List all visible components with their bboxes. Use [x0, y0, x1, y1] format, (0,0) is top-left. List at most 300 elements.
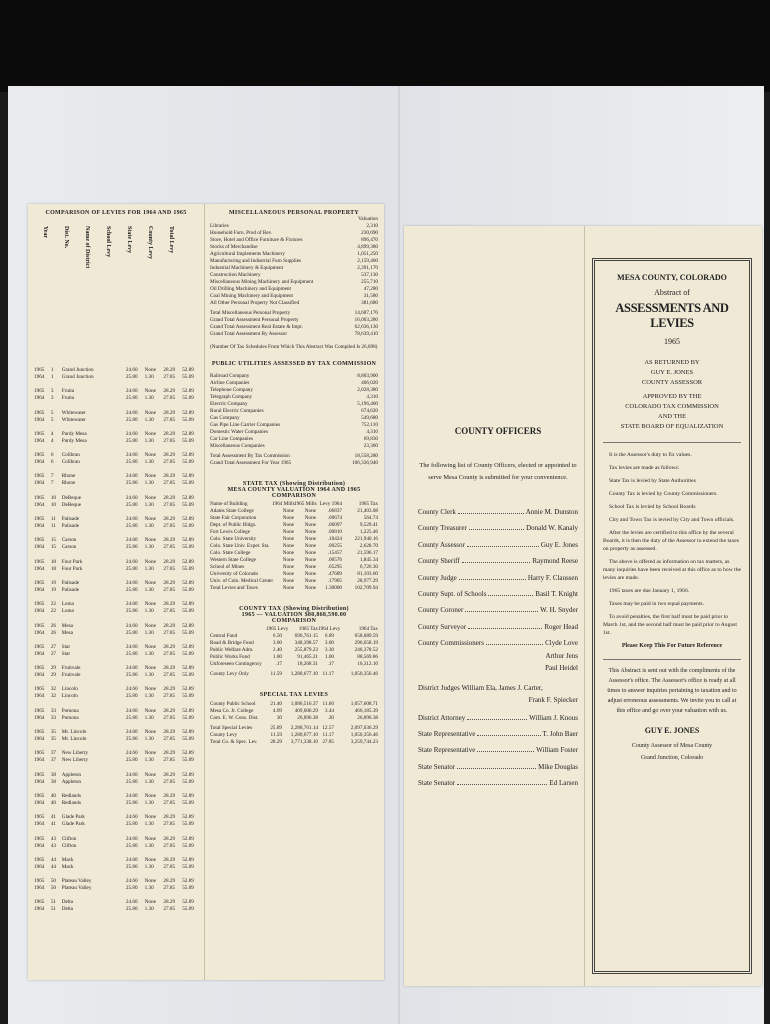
- county-tax-head-cell: [210, 626, 266, 633]
- cover-paragraph: County Tax is levied by County Commissioners.: [609, 491, 718, 497]
- state-tax-row-cell: .17905: [327, 578, 342, 584]
- special-total-row-cell: 11.17: [322, 732, 334, 738]
- utility-item-label: Car Line Companies: [210, 436, 253, 442]
- misc-item: [210, 230, 378, 237]
- comparison-cell: 55.09: [182, 459, 194, 466]
- comparison-cell: 25.80: [125, 736, 138, 743]
- county-tax-head: [210, 626, 378, 633]
- comparison-row: [34, 516, 198, 523]
- comparison-cell: 52.89: [182, 729, 194, 736]
- sign-title: County Assessor of Mesa County: [631, 743, 713, 749]
- comparison-cell: 27.85: [163, 544, 176, 551]
- comparison-cell: 52.89: [182, 430, 194, 437]
- state-tax-row-cell: State Fair Corporation: [210, 515, 257, 521]
- comparison-cell: 55.09: [182, 480, 194, 487]
- comparison-row: [34, 473, 198, 480]
- comparison-cell: 1: [50, 367, 54, 373]
- cover-paragraph: The above is offered as information on tax matters, as many inquiries have been received at this office as to how the levies are made.: [603, 559, 741, 581]
- judges-label: District Judges: [418, 683, 460, 692]
- keep-note: Please Keep This For Future Reference: [621, 643, 723, 649]
- officer-name: Donald W. Kanaly: [526, 524, 578, 533]
- comparison-cell: Loma: [61, 601, 74, 608]
- state-tax-row-cell: .06097: [327, 522, 342, 528]
- state-tax-items: [210, 508, 378, 585]
- comparison-row: [34, 623, 198, 630]
- utility-total-value: 18,558,280: [354, 453, 378, 459]
- comparison-cell: 28.29: [163, 878, 176, 885]
- comparison-cell: 27.85: [163, 395, 176, 402]
- comparison-row: [34, 814, 198, 821]
- officer-row: [418, 606, 578, 614]
- head-state: State Levy: [126, 226, 132, 254]
- comparison-cell: 6: [50, 459, 54, 466]
- officer-name: Harry F. Claussen: [527, 573, 578, 582]
- comparison-cell: 37: [50, 750, 56, 757]
- state-tax-total-row-cell: None: [304, 585, 316, 591]
- comparison-cell: 52.89: [182, 537, 194, 544]
- comparison-cell: Appleton: [61, 771, 82, 778]
- comparison-cell: 52.89: [182, 622, 194, 629]
- officer-title: County Surveyor: [418, 622, 467, 631]
- comparison-cell: Delta: [61, 906, 73, 913]
- state-tax-row: [210, 557, 378, 564]
- county-tax-row-cell: .17: [275, 661, 282, 667]
- comparison-cell: 51: [50, 899, 56, 906]
- county-tax-row-cell: 16,312.10: [357, 661, 378, 667]
- county-tax-row-cell: 3.00: [324, 640, 334, 646]
- comparison-cell: 25.80: [125, 757, 138, 764]
- comparison-cell: 25.80: [125, 416, 138, 423]
- cover-paragraph: School Tax is levied by School Boards: [609, 504, 696, 510]
- misc-item: [210, 223, 378, 230]
- comparison-cell: None: [144, 430, 156, 437]
- head-year: Year: [42, 226, 48, 238]
- officer-name: W. H. Snyder: [540, 606, 578, 615]
- comparison-cell: 27.85: [163, 586, 176, 593]
- special-levy-row: [210, 708, 378, 715]
- comparison-cell: None: [144, 771, 156, 778]
- comparison-cell: 28.29: [163, 792, 176, 799]
- comparison-cell: New Liberty: [61, 757, 89, 764]
- comparison-cell: 28.29: [163, 516, 176, 523]
- misc-item: [210, 300, 378, 307]
- state-tax-row-cell: .05295: [327, 564, 342, 570]
- county-tax-row-cell: 348,398.57: [294, 640, 318, 646]
- comparison-cell: Fruita: [61, 395, 75, 402]
- comparison-cell: 24.60: [125, 622, 138, 629]
- state-tax-row: [210, 522, 378, 529]
- comparison-cell: Fruita: [61, 388, 75, 395]
- comparison-cell: 52.89: [182, 814, 194, 821]
- misc-total: [210, 317, 378, 324]
- comparison-cell: 27.85: [163, 885, 176, 892]
- comparison-cell: 1964: [34, 523, 45, 530]
- comparison-cell: 55.09: [182, 863, 194, 870]
- comparison-cell: 55.09: [182, 714, 194, 721]
- comparison-row: [34, 800, 198, 807]
- comparison-cell: None: [144, 537, 156, 544]
- comparison-cell: 1964: [34, 437, 45, 444]
- comparison-cell: 1965: [34, 473, 45, 480]
- county-tax-title: COUNTY TAX (Showing Distribution): [239, 606, 349, 612]
- state-tax-row-cell: .15457: [327, 550, 342, 556]
- misc-item-value: 255,710: [361, 279, 378, 285]
- sign-place: Grand Junction, Colorado: [640, 755, 704, 761]
- comparison-cell: 24.60: [125, 516, 138, 523]
- head-name: Name of District: [84, 226, 90, 269]
- comparison-cell: None: [144, 665, 156, 672]
- comparison-cell: 52.89: [182, 494, 194, 501]
- comparison-cell: None: [144, 409, 156, 416]
- comparison-cell: 1.30: [144, 586, 154, 593]
- comparison-cell: 1.30: [144, 459, 154, 466]
- comparison-cell: 27: [50, 650, 56, 657]
- officer-name: Mike Douglas: [538, 762, 578, 771]
- comparison-cell: 1965: [34, 878, 45, 885]
- leader-dots: [457, 763, 536, 769]
- comparison-row: [34, 608, 198, 615]
- state-tax-total-row-cell: 1.30000: [325, 585, 342, 591]
- special-total-row: [210, 725, 378, 732]
- misc-total-value: 16,003,280: [354, 317, 378, 323]
- comparison-cell: 1964: [34, 693, 45, 700]
- comparison-cell: 24.60: [125, 388, 138, 395]
- misc-item: [210, 258, 378, 265]
- comparison-cell: 24.60: [125, 367, 138, 373]
- officer-row: [418, 639, 578, 647]
- comparison-cell: 1964: [34, 757, 45, 764]
- comparison-row: [34, 431, 198, 438]
- comparison-cell: 6: [50, 452, 54, 459]
- misc-item-label: Coal Mining Machinery and Equipment: [210, 293, 293, 299]
- comparison-cell: 55.09: [182, 374, 194, 380]
- sign-name: GUY E. JONES: [644, 726, 700, 735]
- officer-row: [418, 524, 578, 532]
- misc-item-label: Household Furn. Prod of Rev.: [210, 230, 273, 236]
- leader-dots: [467, 541, 539, 547]
- comparison-cell: Grand Junction: [61, 374, 94, 380]
- officer-title: State Senator: [418, 779, 456, 788]
- state-tax-row-cell: None: [304, 578, 316, 584]
- comparison-row: [34, 651, 198, 658]
- utility-item-value: 5,196,460: [357, 401, 378, 407]
- comparison-cell: 28.29: [163, 430, 176, 437]
- comparison-cell: 27.85: [163, 501, 176, 508]
- comparison-cell: Whitewater: [61, 409, 86, 416]
- cover-year: 1965: [664, 337, 680, 346]
- comparison-cell: 40: [50, 792, 56, 799]
- state-tax-row-cell: None: [304, 550, 316, 556]
- comparison-cell: Star: [61, 643, 71, 650]
- comparison-cell: 25.80: [125, 778, 138, 785]
- misc-total-label: Grand Total Assessment Personal Property: [210, 317, 299, 323]
- comparison-cell: Plateau Valley: [61, 885, 92, 892]
- comparison-cell: 52.89: [182, 856, 194, 863]
- comparison-cell: 27.85: [163, 459, 176, 466]
- comparison-cell: 5: [50, 416, 54, 423]
- comparison-cell: 44: [50, 856, 56, 863]
- judges-names: William Ela, James J. Carter,: [461, 683, 543, 692]
- misc-items: [210, 223, 378, 307]
- county-tax-row-cell: 1.00: [324, 654, 334, 660]
- comparison-cell: 1964: [34, 821, 45, 828]
- county-tax-row: [210, 661, 378, 668]
- comparison-row: [34, 601, 198, 608]
- comparison-row: [34, 693, 198, 700]
- misc-item-value: 2,159,460: [357, 258, 378, 264]
- comparison-cell: Glade Park: [61, 821, 85, 828]
- comparison-cell: 32: [50, 686, 56, 693]
- comparison-row: [34, 843, 198, 850]
- state-tax-row-cell: .10424: [327, 536, 342, 542]
- comparison-cell: None: [144, 729, 156, 736]
- special-levy-row-cell: 26,896.38: [357, 715, 378, 721]
- utility-total-value: 106,336,940: [352, 460, 378, 466]
- comparison-cell: Fruitvale: [61, 665, 81, 672]
- comparison-cell: 28.29: [163, 835, 176, 842]
- special-total-row-cell: 3,259,744.23: [350, 739, 378, 745]
- officer-title: State Representative: [418, 746, 476, 755]
- state-tax-row-cell: None: [282, 515, 294, 521]
- county-tax-total-row: [210, 671, 378, 678]
- utility-item-label: Railroad Company: [210, 373, 250, 379]
- comparison-cell: 1965: [34, 899, 45, 906]
- comparison-row: [34, 587, 198, 594]
- comparison-cell: 55.09: [182, 395, 194, 402]
- comparison-cell: 25.80: [125, 650, 138, 657]
- officer-title: County Supt. of Schools: [418, 589, 487, 598]
- leader-dots: [477, 746, 534, 752]
- misc-item-value: 47,280: [363, 286, 378, 292]
- comparison-cell: 28.29: [163, 643, 176, 650]
- utility-item: [210, 422, 378, 429]
- state-tax-row: [210, 508, 378, 515]
- comparison-cell: 1964: [34, 459, 45, 466]
- misc-item: [210, 244, 378, 251]
- comparison-cell: Clifton: [61, 842, 77, 849]
- comparison-cell: 28.29: [163, 579, 176, 586]
- special-levy-row-cell: .30: [327, 715, 334, 721]
- utilities-totals: [210, 453, 378, 467]
- comparison-cell: New Liberty: [61, 750, 89, 757]
- comparison-cell: 1.30: [144, 608, 154, 615]
- comparison-row: [34, 438, 198, 445]
- comparison-cell: 27.85: [163, 714, 176, 721]
- comparison-cell: 52.89: [182, 516, 194, 523]
- comparison-cell: 19: [50, 579, 56, 586]
- left-sheet: [28, 204, 384, 980]
- cover-abstract-of: Abstract of: [654, 288, 690, 297]
- officer-row: [418, 557, 578, 565]
- comparison-cell: None: [144, 792, 156, 799]
- comparison-row: [34, 793, 198, 800]
- state-tax-row-cell: None: [304, 543, 316, 549]
- county-tax-total-row-cell: 11.59: [270, 671, 282, 677]
- comparison-cell: 25.80: [125, 821, 138, 828]
- comparison-cell: 28.29: [163, 601, 176, 608]
- comparison-column-heads: [34, 226, 198, 321]
- comparison-cell: 1965: [34, 601, 45, 608]
- comparison-cell: 52.89: [182, 707, 194, 714]
- comparison-cell: 27.85: [163, 437, 176, 444]
- state-tax-row-cell: None: [282, 543, 294, 549]
- utilities-items: [210, 373, 378, 450]
- comparison-cell: 24.60: [125, 558, 138, 565]
- comparison-row: [34, 417, 198, 424]
- comparison-cell: 25.80: [125, 501, 138, 508]
- comparison-cell: 1965: [34, 388, 45, 395]
- comparison-cell: 4: [50, 437, 54, 444]
- comparison-row: [34, 374, 198, 381]
- comparison-row: [34, 644, 198, 651]
- comparison-cell: 1.30: [144, 757, 154, 764]
- valuation-head: Valuation: [358, 216, 378, 222]
- officer-name: Guy E. Jones: [540, 540, 578, 549]
- comparison-cell: 1.30: [144, 842, 154, 849]
- state-tax-total-row-cell: None: [282, 585, 294, 591]
- utility-item-value: 69,830: [363, 436, 378, 442]
- officer-name: T. John Baer: [542, 729, 578, 738]
- utility-item-value: 406,020: [361, 380, 378, 386]
- comparison-cell: None: [144, 388, 156, 395]
- comparison-cell: 52.89: [182, 878, 194, 885]
- misc-total-value: 78,639,410: [354, 331, 378, 337]
- comparison-cell: 1964: [34, 629, 45, 636]
- comparison-cell: 27.85: [163, 416, 176, 423]
- officer-name: Annie M. Dunston: [525, 508, 578, 516]
- comparison-cell: 3: [50, 388, 54, 395]
- special-levy-row-cell: 466,185.39: [354, 708, 378, 714]
- comparison-cell: Carson: [61, 544, 77, 551]
- comparison-cell: 52.89: [182, 579, 194, 586]
- utility-item-label: Airline Companies: [210, 380, 250, 386]
- comparison-cell: 1.30: [144, 650, 154, 657]
- comparison-row: [34, 836, 198, 843]
- county-tax-row: [210, 633, 378, 640]
- comparison-cell: 28.29: [163, 367, 176, 373]
- officer-row: [418, 746, 578, 754]
- comparison-cell: 51: [50, 906, 56, 913]
- comparison-cell: 1964: [34, 650, 45, 657]
- state-tax-row-cell: 2,628.70: [359, 543, 378, 549]
- cover-paragraph: City and Town Tax is levied by City and Town officials.: [609, 517, 735, 523]
- special-levy-row-cell: Mesa Co. Jr. College: [210, 708, 254, 714]
- county-tax-items: [210, 633, 378, 668]
- comparison-cell: 1964: [34, 799, 45, 806]
- state-tax-row-cell: Adams State College: [210, 508, 254, 514]
- comparison-cell: 1964: [34, 778, 45, 785]
- leader-dots: [457, 779, 547, 785]
- comparison-cell: 37: [50, 757, 56, 764]
- comparison-cell: 1.30: [144, 629, 154, 636]
- special-levy-row-cell: Com. E. W. Cons. Dist.: [210, 715, 259, 721]
- state-tax-row-cell: None: [282, 571, 294, 577]
- state-tax-row: [210, 515, 378, 522]
- special-levy-row-cell: 21.40: [270, 701, 282, 707]
- comparison-cell: Delta: [61, 899, 73, 906]
- misc-total-label: Grand Total Assessment Real Estate & Impr.: [210, 324, 303, 330]
- comparison-cell: 24.60: [125, 601, 138, 608]
- comparison-cell: 25.80: [125, 374, 138, 380]
- special-total-row-cell: Total Special Levies: [210, 725, 253, 731]
- misc-total: [210, 324, 378, 331]
- county-tax-row-cell: Unforeseen Contingency: [210, 661, 262, 667]
- returned-line-1: AS RETURNED BY: [644, 359, 700, 366]
- comparison-cell: Purdy Mesa: [61, 437, 87, 444]
- misc-item-label: All Other Personal Property Not Classified: [210, 300, 300, 306]
- misc-item-label: Stocks of Merchandise: [210, 244, 258, 250]
- misc-item-value: 2,391,170: [357, 265, 378, 271]
- misc-item-value: 537,130: [361, 272, 378, 278]
- comparison-cell: None: [144, 686, 156, 693]
- comparison-cell: 1964: [34, 565, 45, 572]
- county-tax-row-cell: 255,879.23: [294, 647, 318, 653]
- cover-paragraph: State Tax is levied by State Authorities: [609, 478, 696, 484]
- state-tax-row-cell: None: [282, 536, 294, 542]
- comparison-row: [34, 772, 198, 779]
- state-tax-row-cell: None: [304, 571, 316, 577]
- comparison-section: [34, 210, 198, 921]
- comparison-cell: None: [144, 579, 156, 586]
- sleeve-seam: [398, 86, 400, 1024]
- comparison-cell: 43: [50, 842, 56, 849]
- comparison-cell: 27.85: [163, 863, 176, 870]
- comparison-cell: 1.30: [144, 416, 154, 423]
- comparison-cell: 25.80: [125, 842, 138, 849]
- comparison-cell: None: [144, 367, 156, 373]
- state-tax-row-cell: School of Mines: [210, 564, 245, 570]
- comparison-cell: 25.80: [125, 480, 138, 487]
- leader-dots: [458, 508, 524, 514]
- special-total-row-cell: 27.85: [322, 739, 334, 745]
- fold-line: [204, 204, 205, 980]
- comparison-row: [34, 906, 198, 913]
- utility-item-label: Rural Electric Companies: [210, 408, 264, 414]
- comparison-cell: 55.09: [182, 544, 194, 551]
- comparison-row: [34, 559, 198, 566]
- comparison-cell: 55.09: [182, 501, 194, 508]
- officer-list: [418, 508, 578, 647]
- county-tax-row-cell: 296,658.19: [354, 640, 378, 646]
- officer-name: Ed Larsen: [549, 779, 578, 788]
- comparison-cell: 1964: [34, 416, 45, 423]
- leader-dots: [488, 590, 533, 596]
- officer-title: County Coroner: [418, 606, 464, 615]
- comparison-cell: 25.80: [125, 672, 138, 679]
- comparison-row: [34, 480, 198, 487]
- comparison-cell: 28.29: [163, 750, 176, 757]
- comparison-cell: 1.30: [144, 906, 154, 913]
- comparison-row: [34, 544, 198, 551]
- state-tax-row-cell: None: [282, 578, 294, 584]
- utility-total: [210, 453, 378, 460]
- comparison-cell: 27.85: [163, 629, 176, 636]
- comparison-row: [34, 523, 198, 530]
- comparison-cell: 28.29: [163, 707, 176, 714]
- county-tax-head-cell: 1964 Tax: [358, 626, 378, 632]
- comparison-cell: 52.89: [182, 643, 194, 650]
- comparison-cell: 26: [50, 629, 56, 636]
- head-dist: Dist. No.: [63, 226, 69, 249]
- comparison-cell: 1.30: [144, 480, 154, 487]
- county-tax-row-cell: .17: [327, 661, 334, 667]
- comparison-cell: 52.89: [182, 771, 194, 778]
- comparison-cell: None: [144, 601, 156, 608]
- comparison-cell: 33: [50, 707, 56, 714]
- comparison-cell: 25.80: [125, 523, 138, 530]
- comparison-cell: Mt. Lincoln: [61, 736, 87, 743]
- comparison-cell: Palisade: [61, 586, 79, 593]
